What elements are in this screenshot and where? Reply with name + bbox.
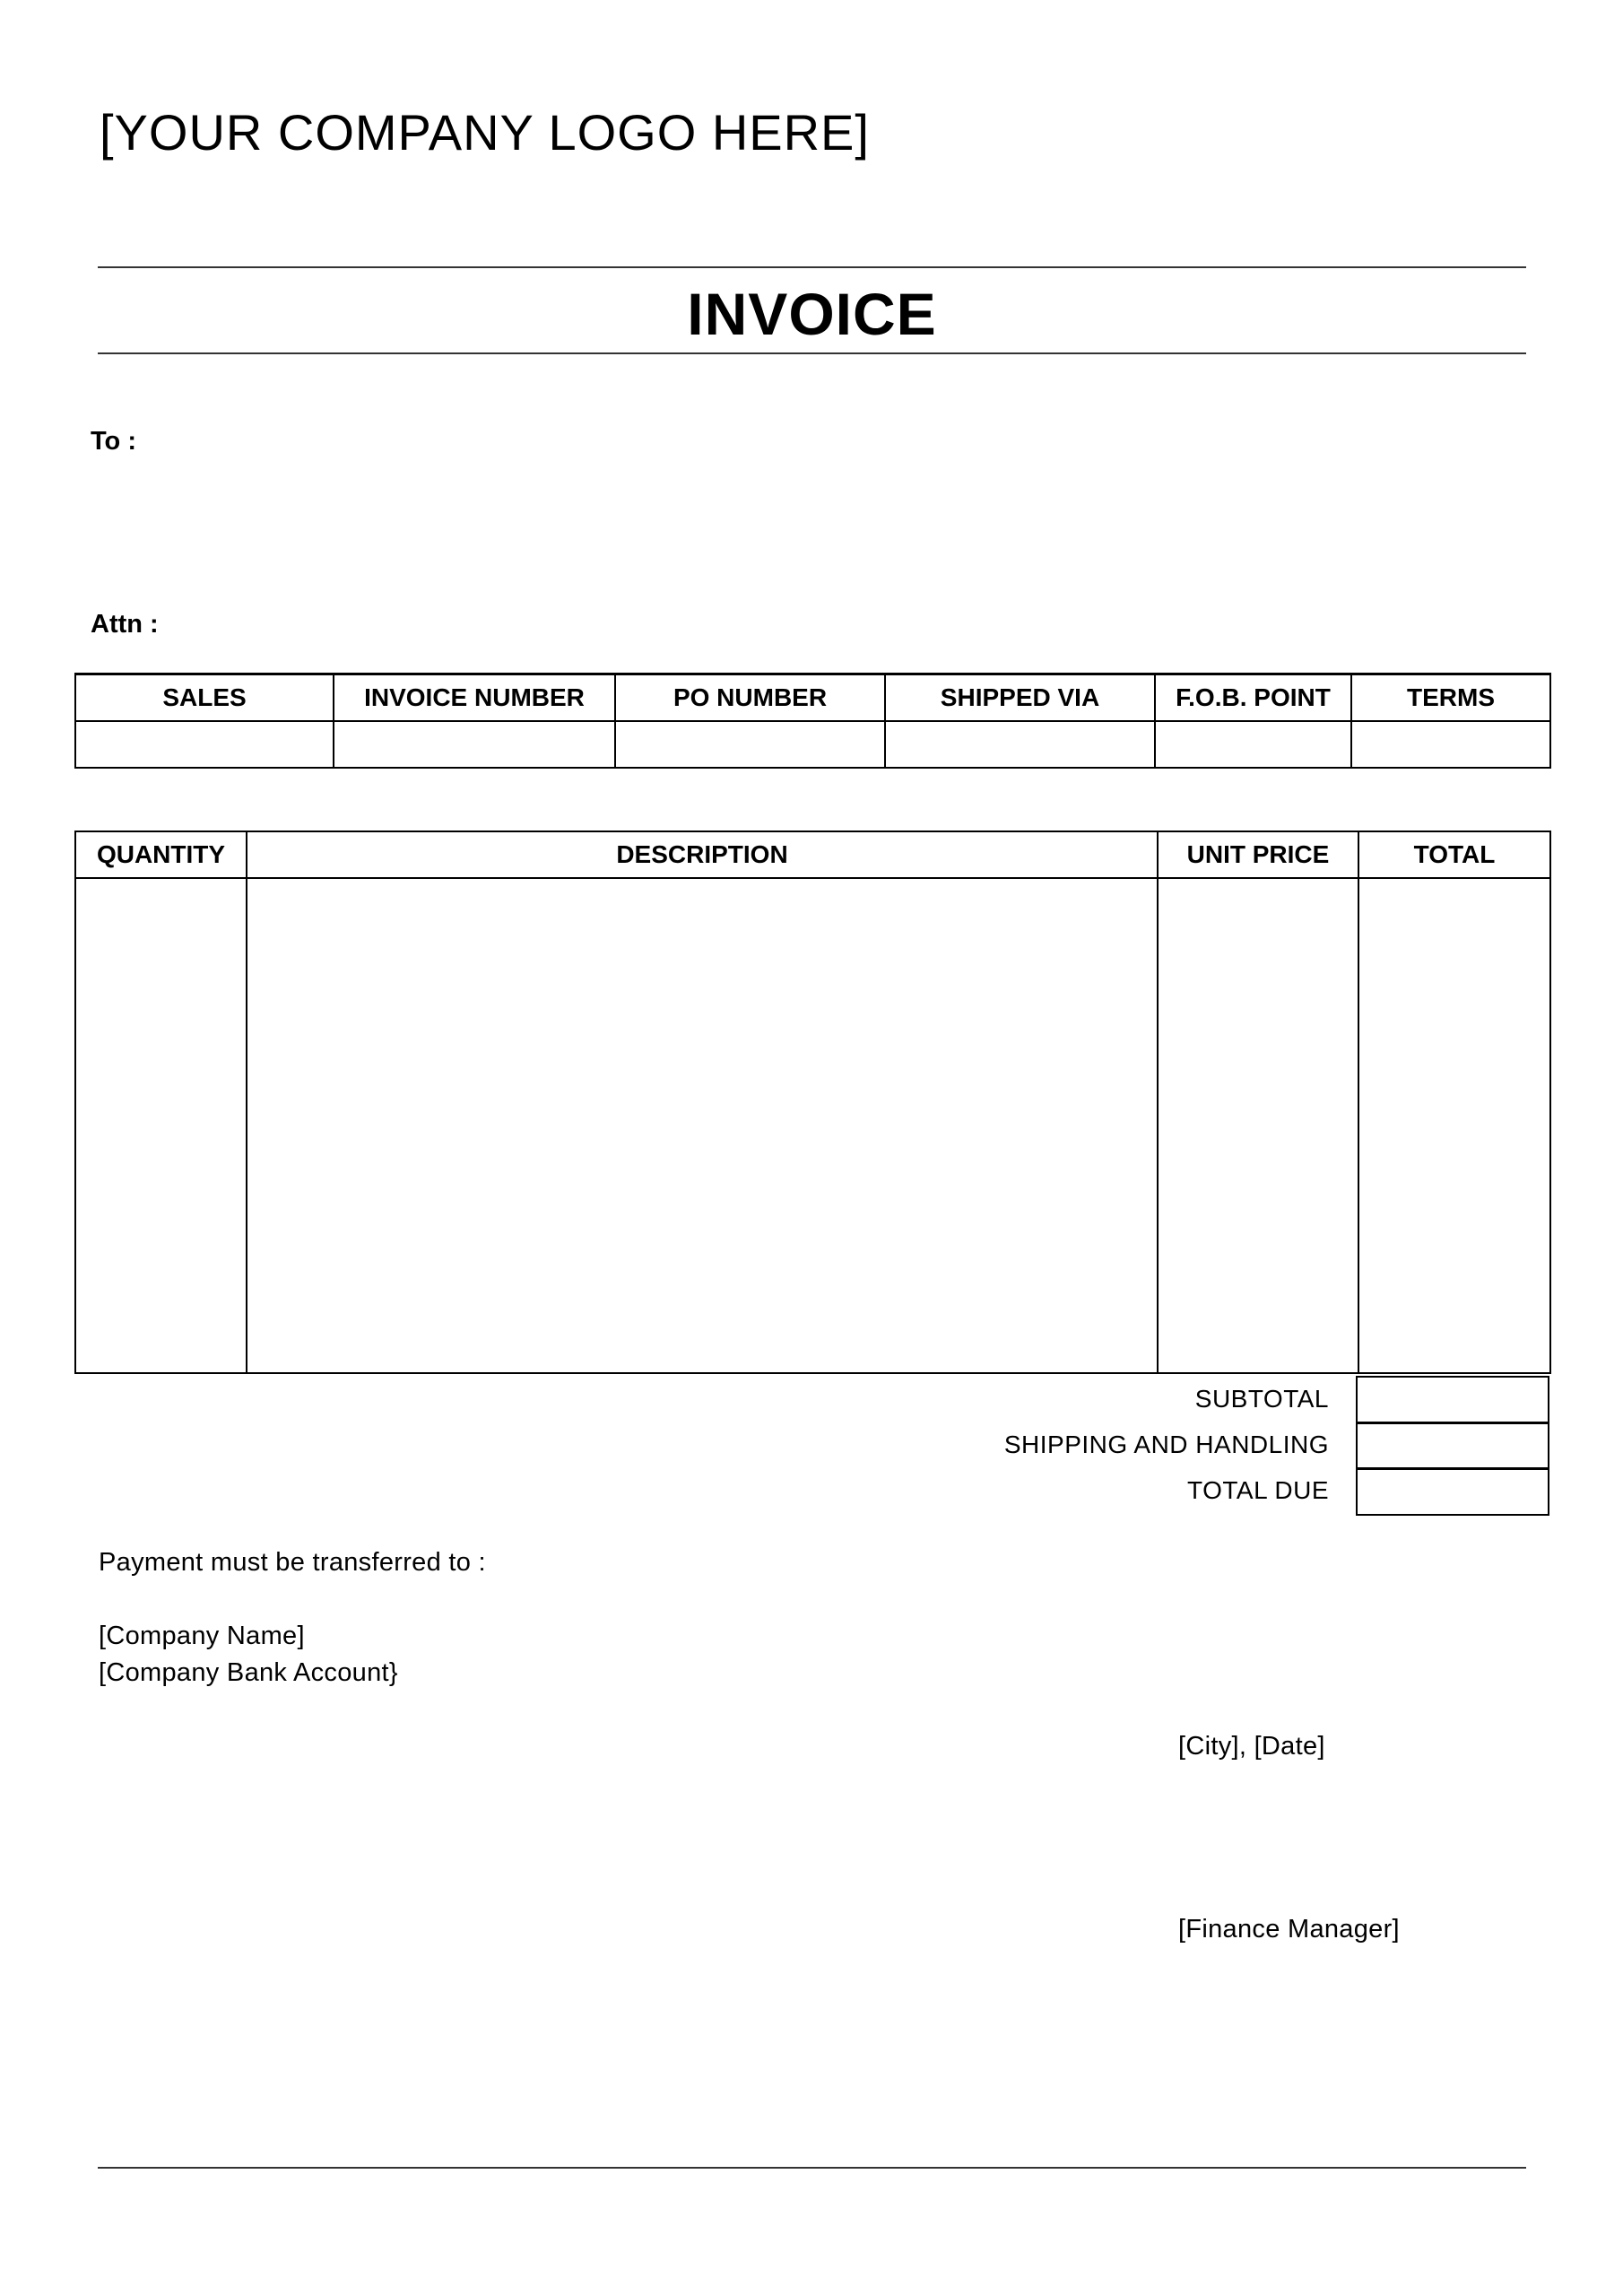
page-title: INVOICE <box>687 281 937 347</box>
attn-label: Attn : <box>91 610 159 639</box>
bank-account-placeholder: [Company Bank Account} <box>99 1658 398 1687</box>
company-logo-placeholder: [YOUR COMPANY LOGO HERE] <box>100 104 870 161</box>
col-header-quantity: QUANTITY <box>75 831 247 878</box>
po-number-field[interactable] <box>615 721 885 768</box>
col-header-description: DESCRIPTION <box>247 831 1158 878</box>
terms-field[interactable] <box>1351 721 1550 768</box>
title-top-divider <box>98 266 1526 268</box>
col-header-unit-price: UNIT PRICE <box>1158 831 1358 878</box>
col-header-total: TOTAL <box>1358 831 1550 878</box>
invoice-number-field[interactable] <box>334 721 615 768</box>
line-total-cell[interactable] <box>1358 878 1550 1373</box>
footer-divider <box>98 2167 1526 2169</box>
payment-instructions: Payment must be transferred to : <box>99 1548 486 1577</box>
subtotal-label: SUBTOTAL <box>1194 1385 1329 1413</box>
shipping-field[interactable] <box>1356 1422 1549 1470</box>
signatory-placeholder: [Finance Manager] <box>1178 1915 1400 1944</box>
sales-field[interactable] <box>75 721 334 768</box>
col-header-po-number: PO NUMBER <box>615 674 885 722</box>
col-header-fob-point: F.O.B. POINT <box>1155 674 1351 722</box>
shipped-via-field[interactable] <box>885 721 1155 768</box>
total-due-label: TOTAL DUE <box>1186 1476 1329 1504</box>
col-header-shipped-via: SHIPPED VIA <box>885 674 1155 722</box>
info-value-row <box>75 721 1550 768</box>
company-name-placeholder: [Company Name] <box>99 1622 305 1650</box>
col-header-invoice-number: INVOICE NUMBER <box>334 674 615 722</box>
city-date-placeholder: [City], [Date] <box>1178 1732 1325 1761</box>
col-header-terms: TERMS <box>1351 674 1550 722</box>
total-due-field[interactable] <box>1356 1467 1549 1516</box>
items-body-row <box>75 878 1550 1373</box>
fob-point-field[interactable] <box>1155 721 1351 768</box>
info-header-row <box>75 674 1550 722</box>
quantity-cell[interactable] <box>75 878 247 1373</box>
description-cell[interactable] <box>247 878 1158 1373</box>
title-bottom-divider <box>98 352 1526 354</box>
shipping-row <box>897 1422 1549 1468</box>
col-header-sales: SALES <box>75 674 334 722</box>
unit-price-cell[interactable] <box>1158 878 1358 1373</box>
shipping-label: SHIPPING AND HANDLING <box>1003 1431 1329 1458</box>
to-label: To : <box>91 427 136 456</box>
line-items-table <box>74 831 1551 1374</box>
subtotal-field[interactable] <box>1356 1376 1549 1424</box>
items-header-row <box>75 831 1550 878</box>
total-due-row <box>897 1467 1549 1514</box>
subtotal-row <box>897 1376 1549 1422</box>
invoice-info-table <box>74 673 1551 769</box>
